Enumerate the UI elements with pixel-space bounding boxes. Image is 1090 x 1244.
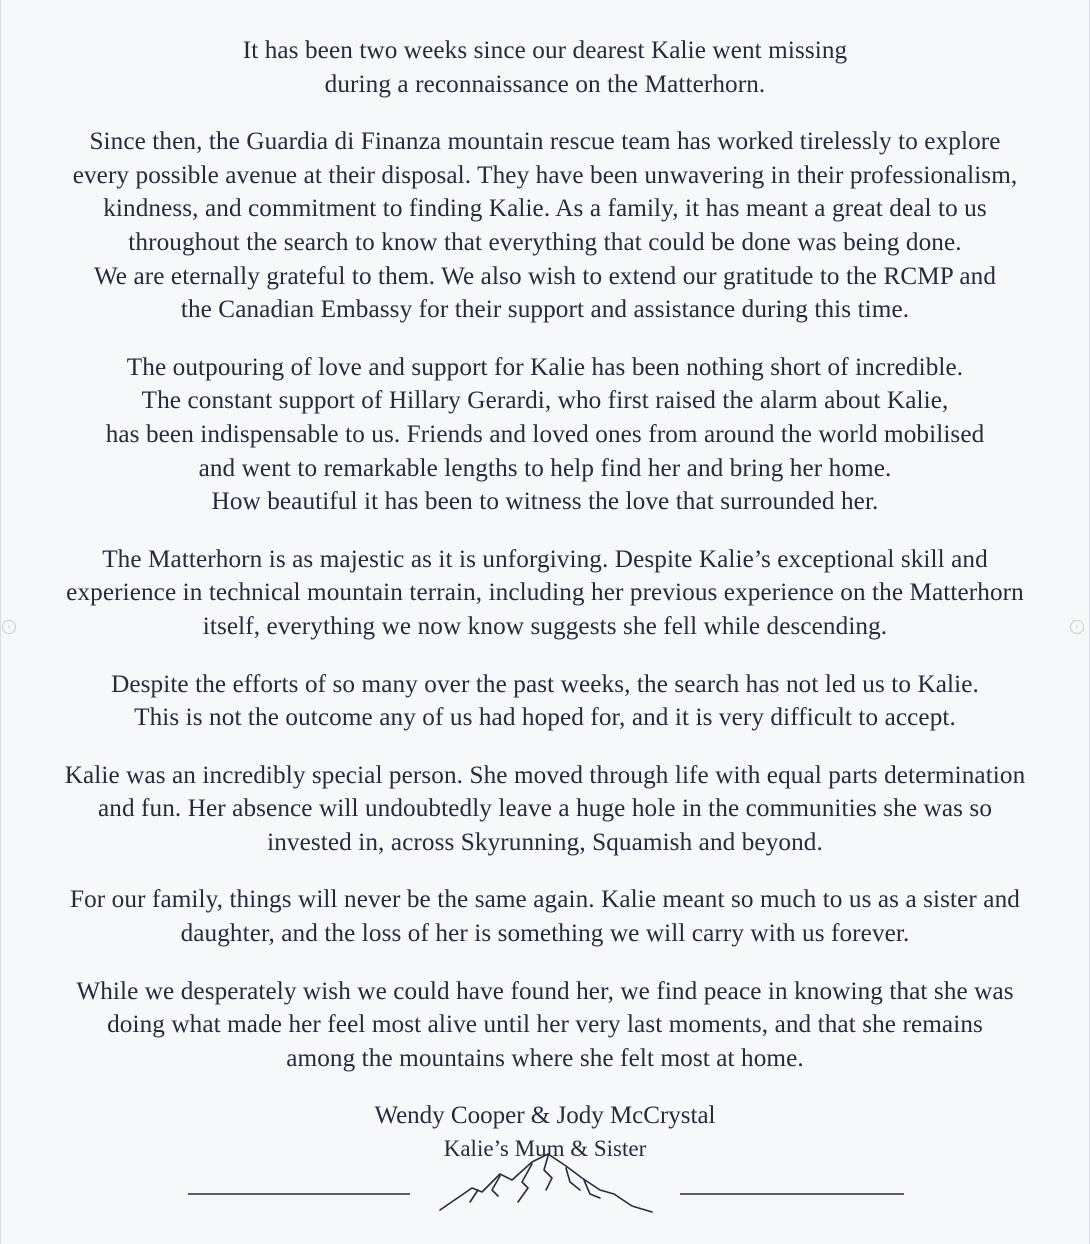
text-line: kindness, and commitment to finding Kalie. As a family, it has meant a great deal to us xyxy=(103,195,987,223)
paragraph-7 xyxy=(0,883,1090,950)
text-line: has been indispensable to us. Friends and loved ones from around the world mobilised xyxy=(105,420,985,448)
text-line: How beautiful it has been to witness the love that surrounded her. xyxy=(211,488,879,516)
paragraph-1 xyxy=(0,34,1090,101)
text-line: Kalie was an incredibly special person. She moved through life with equal parts determination xyxy=(64,761,1026,789)
text-line: We are eternally grateful to them. We also wish to extend our gratitude to the RCMP and xyxy=(93,262,997,290)
text-line: Since then, the Guardia di Finanza mountain rescue team has worked tirelessly to explore xyxy=(89,128,1001,156)
paragraph-5 xyxy=(0,668,1090,735)
text-line: For our family, things will never be the same again. Kalie meant so much to us as a sister and xyxy=(70,886,1020,914)
text-line: It has been two weeks since our dearest Kalie went missing xyxy=(242,37,848,64)
paragraph-6 xyxy=(0,759,1090,860)
text-line: The Matterhorn is as majestic as it is unforgiving. Despite Kalie’s exceptional skill and xyxy=(102,545,988,573)
paragraph-3 xyxy=(0,351,1090,519)
mountain-ornament xyxy=(0,1148,1090,1218)
paragraph-2 xyxy=(0,125,1090,327)
text-line: every possible avenue at their disposal. They have been unwavering in their professionalism, xyxy=(72,161,1018,189)
paragraph-4 xyxy=(0,543,1090,644)
text-line: daughter, and the loss of her is something we will carry with us forever. xyxy=(180,920,910,948)
mountain-icon xyxy=(440,1154,652,1212)
text-line: the Canadian Embassy for their support and assistance during this time. xyxy=(180,296,910,324)
text-line: among the mountains where she felt most at home. xyxy=(286,1044,804,1072)
text-line: during a reconnaissance on the Matterhorn. xyxy=(324,70,766,98)
text-line: The outpouring of love and support for Kalie has been nothing short of incredible. xyxy=(126,353,964,381)
text-line: This is not the outcome any of us had hoped for, and it is very difficult to accept. xyxy=(134,704,956,732)
text-line: While we desperately wish we could have found her, we find peace in knowing that she was xyxy=(76,977,1014,1005)
text-line: experience in technical mountain terrain, including her previous experience on the Matterhorn xyxy=(66,579,1024,607)
chevron-left-icon[interactable]: ‹ xyxy=(2,620,16,634)
chevron-right-icon[interactable]: › xyxy=(1070,620,1084,634)
text-line: and fun. Her absence will undoubtedly leave a huge hole in the communities she was so xyxy=(97,795,993,823)
statement-letter xyxy=(0,34,1090,1165)
signature-names: Wendy Cooper & Jody McCrystal xyxy=(374,1102,716,1130)
text-line: doing what made her feel most alive until her very last moments, and that she remains xyxy=(107,1011,983,1039)
text-line: and went to remarkable lengths to help find her and bring her home. xyxy=(198,454,892,482)
text-line: Despite the efforts of so many over the past weeks, the search has not led us to Kalie. xyxy=(111,670,979,698)
text-line: The constant support of Hillary Gerardi, who first raised the alarm about Kalie, xyxy=(141,387,949,415)
text-line: itself, everything we now know suggests she fell while descending. xyxy=(202,612,888,640)
paragraph-8 xyxy=(0,975,1090,1076)
text-line: invested in, across Skyrunning, Squamish and beyond. xyxy=(267,828,823,856)
signature-role: Kalie’s Mum & Sister xyxy=(443,1136,647,1162)
text-line: throughout the search to know that everything that could be done was being done. xyxy=(128,228,962,256)
